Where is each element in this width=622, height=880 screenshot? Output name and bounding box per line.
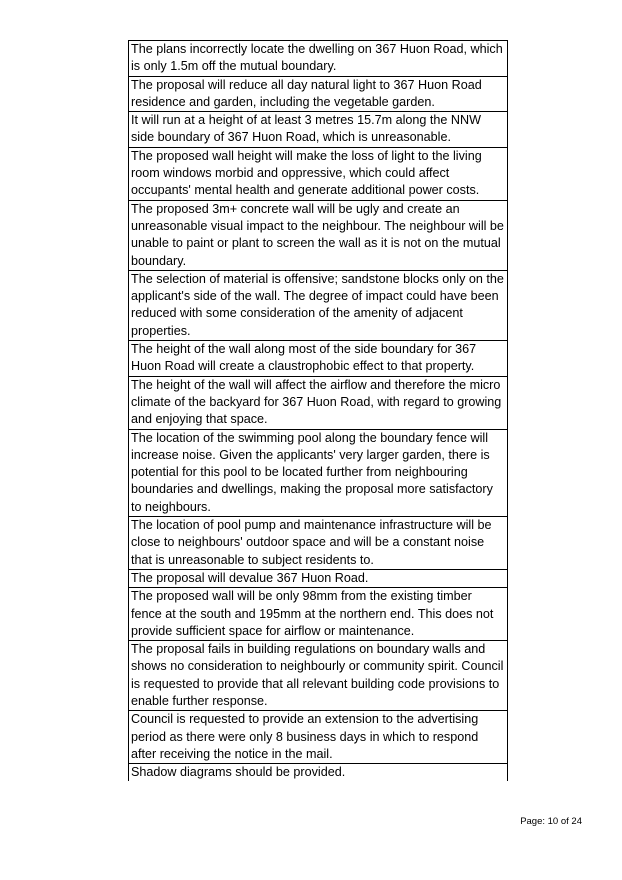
table-cell: The proposed wall will be only 98mm from the existing timber fence at the south and 195mm at the northern end. This does not provide sufficient space for airflow or maintenance. [129,588,508,641]
table-row [129,341,508,377]
table-row [129,711,508,764]
table-row [129,200,508,270]
table-cell: The proposal will devalue 367 Huon Road. [129,569,508,587]
table-row [129,270,508,340]
table-row [129,376,508,429]
table-row [129,641,508,711]
page-number: Page: 10 of 24 [520,816,582,827]
table-cell: The proposal fails in building regulations on boundary walls and shows no consideration to neighbourly or community spirit. Council is requested to provide that all relevant building code provisions to enable further response. [129,641,508,711]
table-row [129,429,508,516]
table-cell: The location of pool pump and maintenance infrastructure will be close to neighbours' outdoor space and will be a constant noise that is unreasonable to subject residents to. [129,517,508,570]
table-cell: The height of the wall will affect the airflow and therefore the micro climate of the backyard for 367 Huon Road, with regard to growing and enjoying that space. [129,376,508,429]
table-row [129,147,508,200]
table-cell: The proposal will reduce all day natural light to 367 Huon Road residence and garden, including the vegetable garden. [129,76,508,112]
table-row [129,569,508,587]
table-cell: It will run at a height of at least 3 metres 15.7m along the NNW side boundary of 367 Huon Road, which is unreasonable. [129,112,508,148]
table-row [129,76,508,112]
table-cell: The proposed wall height will make the loss of light to the living room windows morbid and oppressive, which could affect occupants' mental health and generate additional power costs. [129,147,508,200]
table-row [129,588,508,641]
table-cell: The plans incorrectly locate the dwelling on 367 Huon Road, which is only 1.5m off the mutual boundary. [129,41,508,77]
table-row [129,41,508,77]
table-cell: Council is requested to provide an extension to the advertising period as there were only 8 business days in which to respond after receiving the notice in the mail. [129,711,508,764]
table-cell: The location of the swimming pool along the boundary fence will increase noise. Given the applicants' very larger garden, there is potential for this pool to be located further from neighbouring boundaries and dwellings, making the proposal more satisfactory to neighbours. [129,429,508,516]
table-row [129,764,508,782]
table-cell: Shadow diagrams should be provided. [129,764,508,782]
table-cell: The height of the wall along most of the side boundary for 367 Huon Road will create a claustrophobic effect to that property. [129,341,508,377]
table-cell: The proposed 3m+ concrete wall will be ugly and create an unreasonable visual impact to the neighbour. The neighbour will be unable to paint or plant to screen the wall as it is not on the mutual boundary. [129,200,508,270]
table-row [129,517,508,570]
table-cell: The selection of material is offensive; sandstone blocks only on the applicant's side of the wall. The degree of impact could have been reduced with some consideration of the amenity of adjacent properties. [129,270,508,340]
objections-table [128,40,508,781]
table-row [129,112,508,148]
